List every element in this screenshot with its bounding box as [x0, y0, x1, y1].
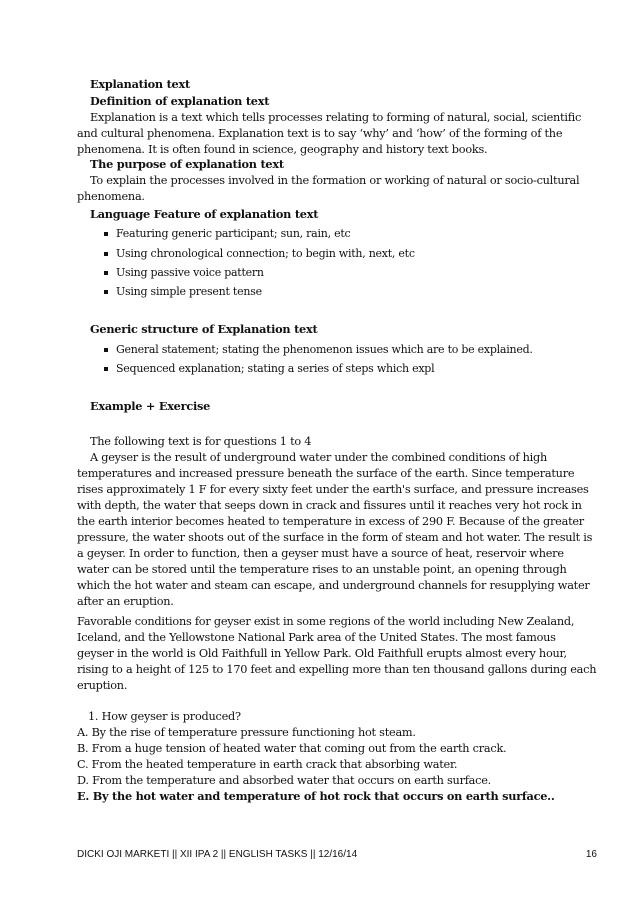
bullet-icon	[104, 232, 108, 236]
generic-structure-item: General statement; stating the phenomenon issues which are to be explained.	[116, 342, 533, 357]
purpose-line: phenomena.	[77, 190, 145, 203]
answer-option-a: A. By the rise of temperature pressure functioning hot steam.	[77, 726, 416, 739]
language-feature-item: Using passive voice pattern	[116, 265, 264, 280]
answer-option-b: B. From a huge tension of heated water that coming out from the earth crack.	[77, 742, 507, 755]
paragraph1-line: the earth interior becomes heated to temperature in excess of 290 F. Because of the greater	[77, 515, 584, 528]
paragraph1-line: after an eruption.	[77, 595, 174, 608]
bullet-icon	[104, 348, 108, 352]
document-heading: Explanation text	[90, 77, 190, 91]
bullet-icon	[104, 252, 108, 256]
paragraph2-line: eruption.	[77, 679, 128, 692]
paragraph1-line: a geyser. In order to function, then a geyser must have a source of heat, reservoir where	[77, 547, 564, 560]
bullet-icon	[104, 290, 108, 294]
definition-title: Definition of explanation text	[90, 94, 270, 108]
page-number: 16	[585, 849, 597, 860]
paragraph2-line: rising to a height of 125 to 170 feet and expelling more than ten thousand gallons during each	[77, 663, 597, 676]
answer-option-e-correct: E. By the hot water and temperature of hot rock that occurs on earth surface..	[77, 789, 555, 803]
paragraph2-line: Favorable conditions for geyser exist in some regions of the world including New Zealand,	[77, 615, 575, 628]
answer-option-d: D. From the temperature and absorbed water that occurs on earth surface.	[77, 774, 492, 787]
paragraph1-line: water can be stored until the temperature rises to an unstable point, an opening through	[77, 563, 567, 576]
language-feature-item: Featuring generic participant; sun, rain, etc	[116, 226, 350, 241]
generic-structure-title: Generic structure of Explanation text	[90, 322, 318, 336]
paragraph1-line: rises approximately 1 F for every sixty feet under the earth's surface, and pressure increases	[77, 483, 589, 496]
language-feature-title: Language Feature of explanation text	[90, 207, 319, 221]
bullet-icon	[104, 367, 108, 371]
answer-option-c: C. From the heated temperature in earth crack that absorbing water.	[77, 758, 458, 771]
purpose-line: To explain the processes involved in the formation or working of natural or socio-cultural	[90, 174, 580, 187]
page-footer	[77, 848, 597, 861]
definition-line: and cultural phenomena. Explanation text is to say ‘why’ and ‘how’ of the forming of the	[77, 127, 563, 140]
paragraph1-line: temperatures and increased pressure beneath the surface of the earth. Since temperature	[77, 467, 575, 480]
paragraph1-line: pressure, the water shoots out of the surface in the form of steam and hot water. The result is	[77, 531, 593, 544]
paragraph1-line: with depth, the water that seeps down in crack and fissures until it reaches very hot rock in	[77, 499, 582, 512]
footer-text: DICKI OJI MARKETI || XII IPA 2 || ENGLISH TASKS || 12/16/14	[77, 849, 358, 860]
bullet-icon	[104, 271, 108, 275]
paragraph2-line: Iceland, and the Yellowstone National Park area of the United States. The most famous	[77, 631, 556, 644]
paragraph1-line: which the hot water and steam can escape, and underground channels for resupplying water	[77, 579, 590, 592]
paragraph1-line: A geyser is the result of underground water under the combined conditions of high	[90, 451, 547, 464]
example-title: Example + Exercise	[90, 399, 211, 413]
language-feature-item: Using chronological connection; to begin with, next, etc	[116, 246, 415, 261]
definition-line: phenomena. It is often found in science, geography and history text books.	[77, 143, 488, 156]
generic-structure-item: Sequenced explanation; stating a series of steps which expl	[116, 361, 434, 376]
question-1: 1. How geyser is produced?	[88, 710, 241, 723]
example-intro: The following text is for questions 1 to 4	[90, 435, 312, 448]
purpose-title: The purpose of explanation text	[90, 157, 284, 171]
definition-line: Explanation is a text which tells processes relating to forming of natural, social, scientific	[90, 111, 582, 124]
language-feature-item: Using simple present tense	[116, 284, 262, 299]
paragraph2-line: geyser in the world is Old Faithfull in Yellow Park. Old Faithfull erupts almost every hour,	[77, 647, 567, 660]
